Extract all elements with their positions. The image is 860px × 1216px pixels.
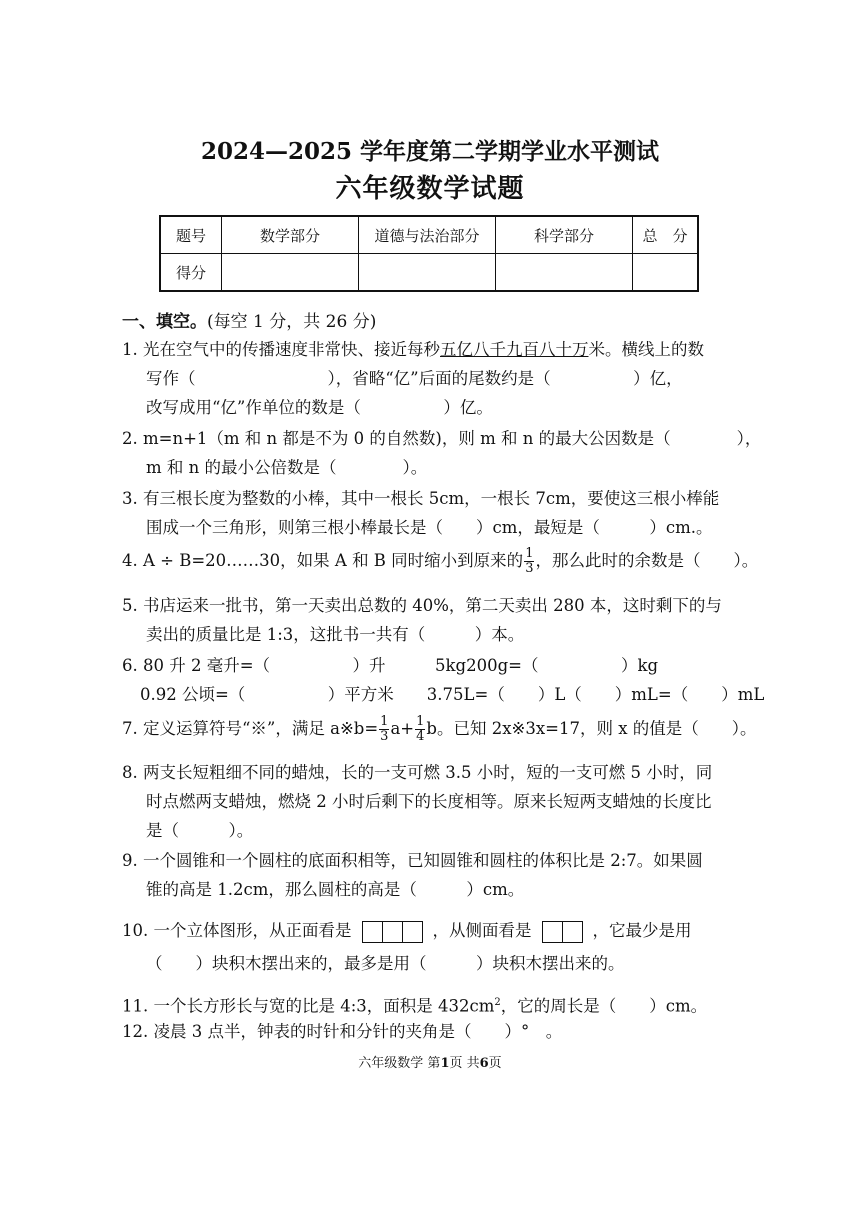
fraction [379, 715, 389, 744]
question-text: 5. 书店运来一批书，第一天卖出总数的 40%，第二天卖出 280 本，这时剩下的与 [122, 596, 722, 615]
table-header-cell: 总 分 [633, 216, 699, 254]
question-text: ，从侧面看是 [432, 921, 532, 940]
fraction [415, 715, 425, 744]
fraction-denominator: 3 [380, 729, 389, 744]
underlined-number-text: 五亿八千九百八十万 [440, 340, 589, 359]
question-text: a+ [390, 719, 415, 738]
fraction-numerator: 1 [380, 714, 389, 729]
section-title: 一、填空。 [122, 312, 207, 332]
table-header-cell: 科学部分 [496, 216, 633, 254]
fraction-denominator: 4 [416, 729, 425, 744]
score-cell[interactable] [359, 254, 496, 292]
question-text: 时点燃两支蜡烛，燃烧 2 小时后剩下的长度相等。原来长短两支蜡烛的长度比 [146, 792, 712, 811]
question-text: 3. 有三根长度为整数的小棒，其中一根长 5cm，一根长 7cm，要使这三根小棒能 [122, 489, 720, 508]
question-text: b。已知 2x※3x=17，则 x 的值是（ ）。 [426, 719, 757, 738]
question-text: 0.92 公顷=（ ）平方米 3.75L=（ ）L（ ）mL=（ ）mL [140, 685, 765, 704]
score-table [159, 215, 699, 292]
question-3 [122, 484, 742, 542]
question-text: （ ）块积木摆出来的，最多是用（ ）块积木摆出来的。 [146, 954, 625, 973]
question-text: m 和 n 的最小公倍数是（ ）。 [146, 458, 428, 477]
question-text: 写作（ ），省略“亿”后面的尾数约是（ ）亿， [146, 369, 683, 388]
question-text: 8. 两支长短粗细不同的蜡烛，长的一支可燃 3.5 小时，短的一支可燃 5 小时，同 [122, 763, 713, 782]
fraction [524, 547, 534, 576]
page-footer [0, 1052, 860, 1071]
fraction-denominator: 3 [525, 561, 534, 576]
question-1 [122, 335, 742, 422]
front-view-figure [362, 921, 423, 943]
table-header-cell: 道德与法治部分 [359, 216, 496, 254]
exam-subtitle: 六年级数学试题 [335, 174, 525, 204]
table-row-label: 得分 [160, 254, 222, 292]
section-heading [122, 307, 376, 332]
question-text: 1. 光在空气中的传播速度非常快、接近每秒 [122, 340, 440, 359]
footer-text: 页 [488, 1056, 502, 1071]
table-header-cell: 题号 [160, 216, 222, 254]
question-text: 围成一个三角形，则第三根小棒最长是（ ）cm，最短是（ ）cm.。 [146, 518, 713, 537]
question-11 [122, 988, 742, 1021]
footer-text: 六年级数学 第 [358, 1056, 441, 1071]
exam-title: 2024—2025 学年度第二学期学业水平测试 [200, 138, 660, 165]
table-row [160, 254, 698, 292]
question-text: 卖出的质量比是 1:3，这批书一共有（ ）本。 [146, 625, 525, 644]
question-text: 改写成用“亿”作单位的数是（ ）亿。 [146, 398, 493, 417]
question-text: 4. A ÷ B=20……30，如果 A 和 B 同时缩小到原来的 [122, 551, 524, 570]
question-text: 7. 定义运算符号“※”，满足 a※b= [122, 719, 379, 738]
side-view-figure [542, 921, 583, 943]
question-6 [122, 651, 765, 709]
question-5 [122, 591, 742, 649]
table-header-row [160, 216, 698, 254]
score-cell[interactable] [496, 254, 633, 292]
question-text: 锥的高是 1.2cm，那么圆柱的高是（ ）cm。 [146, 880, 525, 899]
footer-text: 页 共 [449, 1056, 480, 1071]
page-number: 1 [440, 1056, 450, 1071]
question-text: 11. 一个长方形长与宽的比是 4:3，面积是 432cm [122, 996, 495, 1016]
question-9 [122, 846, 742, 904]
question-7 [122, 714, 757, 744]
fraction-numerator: 1 [525, 546, 534, 561]
question-10 [122, 916, 742, 978]
question-text: 6. 80 升 2 毫升=（ ）升 5kg200g=（ ）kg [122, 656, 659, 675]
question-12 [122, 1017, 742, 1046]
table-header-cell: 数学部分 [222, 216, 359, 254]
total-pages: 6 [479, 1056, 489, 1071]
score-cell[interactable] [222, 254, 359, 292]
question-4 [122, 546, 759, 576]
question-text: 米。横线上的数 [588, 340, 704, 359]
superscript: 2 [494, 997, 501, 1008]
question-text: 是（ ）。 [146, 821, 254, 840]
question-text: 2. m=n+1（m 和 n 都是不为 0 的自然数)，则 m 和 n 的最大公因数是（ ）， [122, 429, 762, 448]
question-8 [122, 758, 742, 845]
section-note: (每空 1 分，共 26 分) [207, 312, 377, 332]
score-cell[interactable] [633, 254, 699, 292]
question-2 [122, 424, 762, 482]
question-text: 10. 一个立体图形，从正面看是 [122, 921, 352, 940]
question-text: ，它最少是用 [592, 921, 692, 940]
fraction-numerator: 1 [416, 714, 425, 729]
question-text: ，那么此时的余数是（ ）。 [535, 551, 759, 570]
question-text: ，它的周长是（ ）cm。 [500, 996, 708, 1016]
question-text: 9. 一个圆锥和一个圆柱的底面积相等，已知圆锥和圆柱的体积比是 2:7。如果圆 [122, 851, 703, 870]
question-text: 12. 凌晨 3 点半，钟表的时针和分针的夹角是（ ）° 。 [122, 1022, 563, 1041]
